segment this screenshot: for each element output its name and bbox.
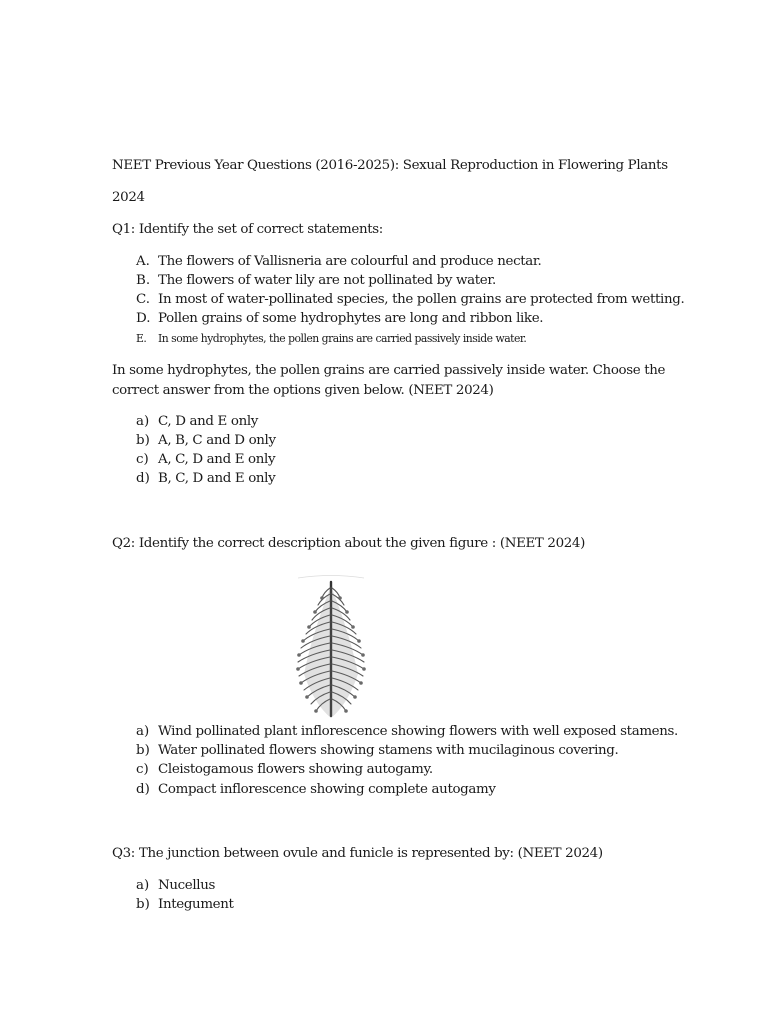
statement-text: The flowers of Vallisneria are colourful and produce nectar. — [158, 254, 542, 269]
statement-text: Pollen grains of some hydrophytes are long and ribbon like. — [158, 311, 544, 326]
statement-label: A. — [136, 254, 150, 269]
option-label: c) — [136, 452, 149, 467]
q2-question: Q2: Identify the correct description about the given figure : (NEET 2024) — [112, 536, 585, 551]
option-label: a) — [136, 724, 150, 739]
option-text: Cleistogamous flowers showing autogamy. — [158, 762, 433, 777]
q1-paragraph-line: In some hydrophytes, the pollen grains are carried passively inside water. Choose the — [112, 363, 666, 378]
option-label: d) — [136, 782, 150, 797]
statement-label: C. — [136, 292, 151, 307]
statement-text: The flowers of water lily are not pollinated by water. — [158, 273, 496, 288]
statement-label: D. — [136, 311, 151, 326]
document-title: NEET Previous Year Questions (2016-2025): Sexual Reproduction in Flowering Plants — [112, 158, 668, 173]
option-label: a) — [136, 414, 150, 429]
statement-label: E. — [136, 332, 147, 345]
option-text: Wind pollinated plant inflorescence showing flowers with well exposed stamens. — [158, 724, 678, 739]
q1-question: Q1: Identify the set of correct statements: — [112, 222, 383, 237]
q3-question: Q3: The junction between ovule and funicle is represented by: (NEET 2024) — [112, 846, 603, 861]
option-label: a) — [136, 878, 150, 893]
q1-paragraph-line: correct answer from the options given below. (NEET 2024) — [112, 383, 494, 398]
option-label: b) — [136, 743, 150, 758]
option-text: Integument — [158, 897, 234, 912]
option-text: Compact inflorescence showing complete autogamy — [158, 782, 496, 797]
statement-text: In most of water-pollinated species, the pollen grains are protected from wetting. — [158, 292, 685, 307]
statement-text: In some hydrophytes, the pollen grains are carried passively inside water. — [158, 332, 527, 345]
option-text: C, D and E only — [158, 414, 259, 429]
option-text: Nucellus — [158, 878, 216, 893]
option-label: b) — [136, 897, 150, 912]
year-heading: 2024 — [112, 190, 145, 205]
option-text: A, B, C and D only — [158, 433, 276, 448]
statement-label: B. — [136, 273, 151, 288]
option-label: b) — [136, 433, 150, 448]
inflorescence-figure — [282, 574, 380, 720]
option-text: B, C, D and E only — [158, 471, 276, 486]
option-text: A, C, D and E only — [158, 452, 276, 467]
option-label: d) — [136, 471, 150, 486]
option-text: Water pollinated flowers showing stamens with mucilaginous covering. — [158, 743, 619, 758]
option-label: c) — [136, 762, 149, 777]
